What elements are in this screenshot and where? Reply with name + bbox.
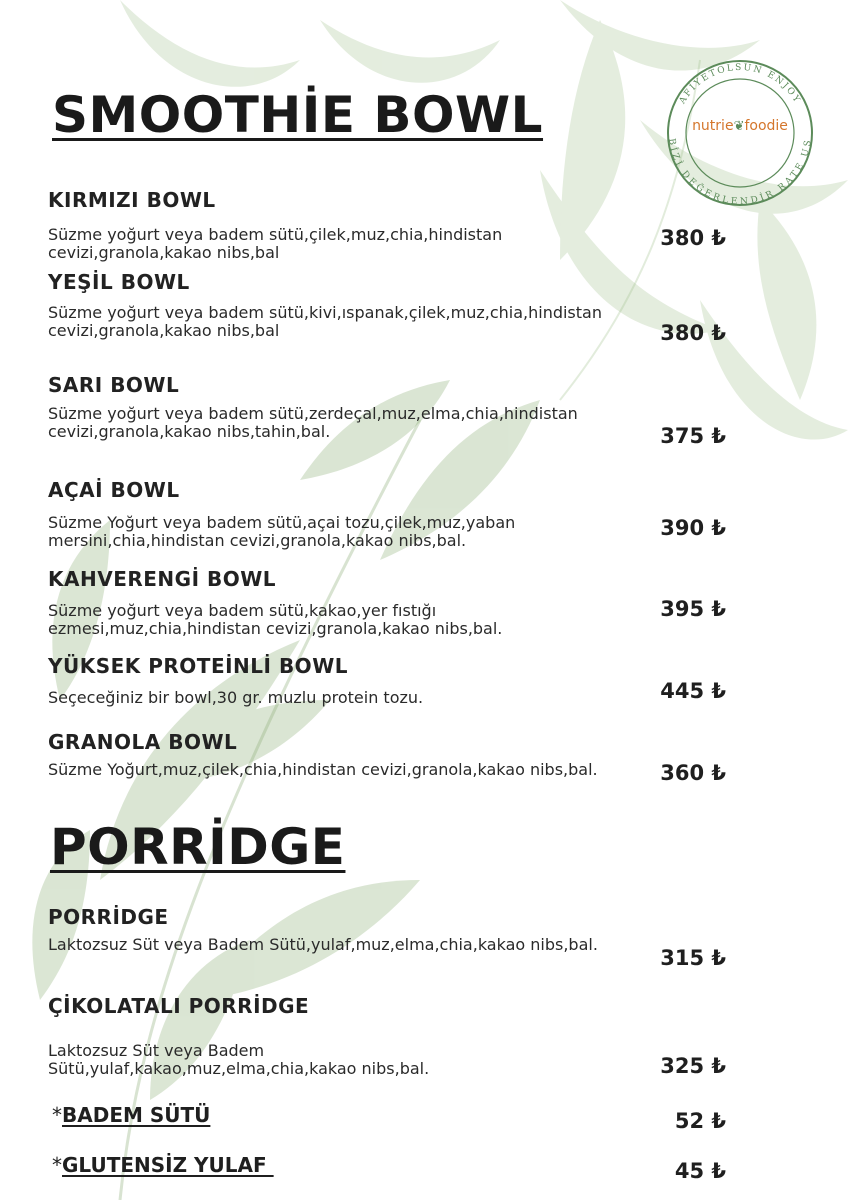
item-description: Süzme yoğurt veya badem sütü,çilek,muz,chia,hindistan cevizi,granola,kakao nibs,bal xyxy=(48,225,503,262)
item-price: 395 ₺ xyxy=(660,597,726,621)
stamp-ring-bottom: BİZİ DEĞERLENDİR RATE US xyxy=(666,137,814,208)
brand-stamp xyxy=(651,58,829,208)
item-description: Süzme Yoğurt,muz,çilek,chia,hindistan cevizi,granola,kakao nibs,bal. xyxy=(48,760,598,779)
item-name: ÇİKOLATALI PORRİDGE xyxy=(48,994,310,1018)
extra-name: BADEM SÜTÜ xyxy=(62,1103,211,1127)
item-price: 390 ₺ xyxy=(660,516,726,540)
logo-text-left: nutrie xyxy=(692,118,734,134)
item-name: KAHVERENGİ BOWL xyxy=(48,567,277,591)
item-description: Süzme yoğurt veya badem sütü,zerdeçal,muz,elma,chia,hindistan cevizi,granola,kakao nibs,tahin,bal. xyxy=(48,404,578,441)
item-price: 445 ₺ xyxy=(660,679,726,703)
item-name: YÜKSEK PROTEİNLİ BOWL xyxy=(48,654,348,678)
logo-text-right: foodie xyxy=(744,118,788,134)
item-name: KIRMIZI BOWL xyxy=(48,188,216,212)
extra-name: GLUTENSİZ YULAF xyxy=(62,1153,274,1177)
extra-item xyxy=(52,1103,210,1127)
item-description: Süzme yoğurt veya badem sütü,kakao,yer fıstığı ezmesi,muz,chia,hindistan cevizi,granola,kakao nibs,bal. xyxy=(48,601,503,638)
item-name: SARI BOWL xyxy=(48,373,180,397)
item-price: 325 ₺ xyxy=(660,1054,726,1078)
item-price: 380 ₺ xyxy=(660,321,726,345)
stamp-ring-top: AFİYETOLSUN ENJOY xyxy=(677,62,803,106)
section-title-porridge: PORRİDGE xyxy=(50,818,346,876)
logo xyxy=(673,118,807,134)
extra-item xyxy=(52,1153,274,1177)
item-description: Laktozsuz Süt veya Badem Sütü,yulaf,muz,elma,chia,kakao nibs,bal. xyxy=(48,935,598,954)
item-description: Laktozsuz Süt veya Badem Sütü,yulaf,kakao,muz,elma,chia,kakao nibs,bal. xyxy=(48,1041,430,1078)
item-price: 380 ₺ xyxy=(660,226,726,250)
item-name: YEŞİL BOWL xyxy=(48,270,190,294)
item-description: Süzme Yoğurt veya badem sütü,açai tozu,çilek,muz,yaban mersini,chia,hindistan cevizi,granola,kakao nibs,bal. xyxy=(48,513,516,550)
item-name: PORRİDGE xyxy=(48,905,169,929)
item-description: Süzme yoğurt veya badem sütü,kivi,ıspanak,çilek,muz,chia,hindistan cevizi,granola,kakao nibs,bal xyxy=(48,303,602,340)
extra-star: * xyxy=(52,1153,62,1177)
item-price: 375 ₺ xyxy=(660,424,726,448)
item-name: AÇAİ BOWL xyxy=(48,478,180,502)
item-name: GRANOLA BOWL xyxy=(48,730,238,754)
section-title-smoothie: SMOOTHİE BOWL xyxy=(52,86,544,144)
item-description: Seçeceğiniz bir bowl,30 gr. muzlu protein tozu. xyxy=(48,688,424,707)
extra-price: 52 ₺ xyxy=(674,1109,726,1133)
leaf-icon: ❦ xyxy=(733,119,745,134)
extra-star: * xyxy=(52,1103,62,1127)
item-price: 315 ₺ xyxy=(660,946,726,970)
extra-price: 45 ₺ xyxy=(674,1159,726,1183)
item-price: 360 ₺ xyxy=(660,761,726,785)
